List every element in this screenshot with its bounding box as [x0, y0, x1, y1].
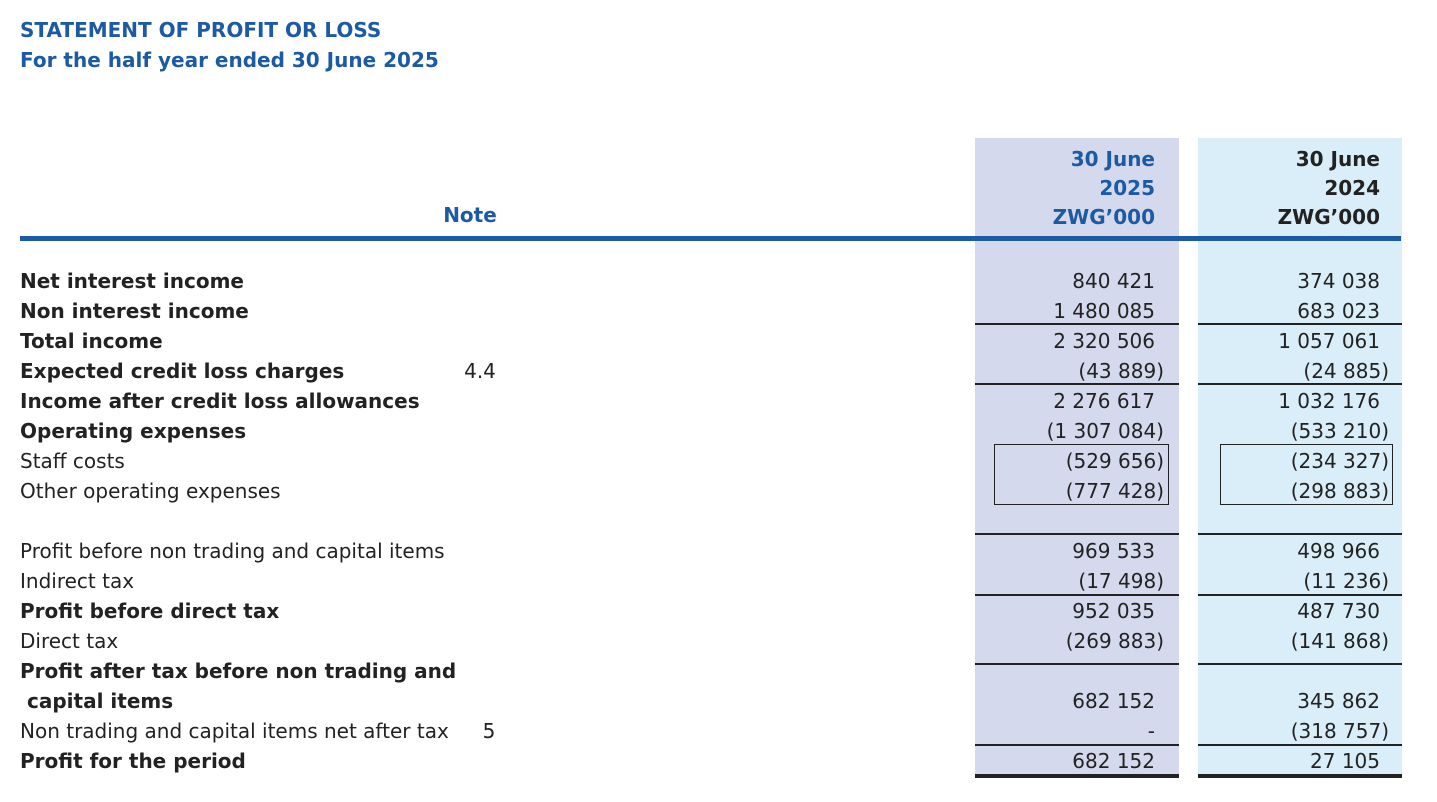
subtotal-rule — [975, 323, 1179, 325]
row-prior-non-interest-income: 683 023 — [1297, 299, 1380, 323]
row-label-profit-before-non-trading: Profit before non trading and capital items — [20, 539, 445, 563]
row-label-profit-after-tax-line1: Profit after tax before non trading and — [20, 659, 457, 683]
current-period-header — [975, 145, 1155, 232]
row-prior-staff-costs: (234 327) — [1290, 449, 1389, 473]
row-label-profit-after-tax-line2: capital items — [27, 689, 174, 713]
row-current-profit-before-direct-tax: 952 035 — [1072, 599, 1155, 623]
row-current-income-after-credit-loss: 2 276 617 — [1053, 389, 1155, 413]
row-current-staff-costs: (529 656) — [1065, 449, 1164, 473]
row-prior-non-trading-items: (318 757) — [1290, 719, 1389, 743]
subtotal-rule — [1198, 323, 1402, 325]
row-prior-total-income: 1 057 061 — [1278, 329, 1380, 353]
row-label-profit-before-direct-tax: Profit before direct tax — [20, 599, 280, 623]
row-prior-profit-after-tax: 345 862 — [1297, 689, 1380, 713]
row-prior-expected-credit-loss-charges: (24 885) — [1303, 359, 1389, 383]
row-note-expected-credit-loss-charges: 4.4 — [464, 359, 496, 383]
row-current-profit-after-tax: 682 152 — [1072, 689, 1155, 713]
subtotal-rule — [1198, 663, 1402, 665]
row-label-net-interest-income: Net interest income — [20, 269, 244, 293]
total-double-rule — [975, 774, 1179, 778]
row-label-operating-expenses: Operating expenses — [20, 419, 247, 443]
row-prior-profit-for-the-period: 27 105 — [1310, 749, 1380, 773]
row-prior-direct-tax: (141 868) — [1290, 629, 1389, 653]
row-current-non-trading-items: - — [1147, 719, 1155, 743]
row-label-direct-tax: Direct tax — [20, 629, 119, 653]
row-current-total-income: 2 320 506 — [1053, 329, 1155, 353]
row-label-total-income: Total income — [20, 329, 163, 353]
row-prior-other-operating-expenses: (298 883) — [1290, 479, 1389, 503]
row-label-profit-for-the-period: Profit for the period — [20, 749, 246, 773]
note-column-header: Note — [443, 203, 497, 227]
row-current-profit-for-the-period: 682 152 — [1072, 749, 1155, 773]
subtotal-rule — [1198, 383, 1402, 385]
row-label-non-interest-income: Non interest income — [20, 299, 249, 323]
row-prior-operating-expenses: (533 210) — [1290, 419, 1389, 443]
total-double-rule — [1198, 774, 1402, 778]
prior-period-header-line2: 2024 — [1324, 176, 1380, 200]
statement-title: STATEMENT OF PROFIT OR LOSS — [20, 18, 382, 42]
subtotal-rule — [1198, 533, 1402, 535]
row-current-direct-tax: (269 883) — [1065, 629, 1164, 653]
statement-subtitle: For the half year ended 30 June 2025 — [20, 48, 439, 72]
prior-period-header — [1198, 145, 1380, 232]
row-current-profit-before-non-trading: 969 533 — [1072, 539, 1155, 563]
row-current-net-interest-income: 840 421 — [1072, 269, 1155, 293]
row-prior-profit-before-direct-tax: 487 730 — [1297, 599, 1380, 623]
header-rule — [20, 236, 1401, 241]
row-label-other-operating-expenses: Other operating expenses — [20, 479, 281, 503]
current-period-header-line2: 2025 — [1099, 176, 1155, 200]
row-prior-indirect-tax: (11 236) — [1303, 569, 1389, 593]
row-label-income-after-credit-loss: Income after credit loss allowances — [20, 389, 420, 413]
row-prior-net-interest-income: 374 038 — [1297, 269, 1380, 293]
prior-period-header-line3: ZWG’000 — [1277, 205, 1380, 229]
row-current-expected-credit-loss-charges: (43 889) — [1078, 359, 1164, 383]
row-label-staff-costs: Staff costs — [20, 449, 125, 473]
row-prior-income-after-credit-loss: 1 032 176 — [1278, 389, 1380, 413]
row-label-indirect-tax: Indirect tax — [20, 569, 135, 593]
row-label-expected-credit-loss-charges: Expected credit loss charges — [20, 359, 345, 383]
row-note-non-trading-items: 5 — [482, 719, 496, 743]
current-period-header-line1: 30 June — [1070, 147, 1155, 171]
subtotal-rule — [975, 663, 1179, 665]
row-current-non-interest-income: 1 480 085 — [1053, 299, 1155, 323]
subtotal-rule — [975, 383, 1179, 385]
prior-period-header-line1: 30 June — [1295, 147, 1380, 171]
row-current-indirect-tax: (17 498) — [1078, 569, 1164, 593]
row-current-operating-expenses: (1 307 084) — [1046, 419, 1164, 443]
row-label-non-trading-items: Non trading and capital items net after tax — [20, 719, 449, 743]
row-prior-profit-before-non-trading: 498 966 — [1297, 539, 1380, 563]
subtotal-rule — [975, 533, 1179, 535]
current-period-header-line3: ZWG’000 — [1052, 205, 1155, 229]
row-current-other-operating-expenses: (777 428) — [1065, 479, 1164, 503]
